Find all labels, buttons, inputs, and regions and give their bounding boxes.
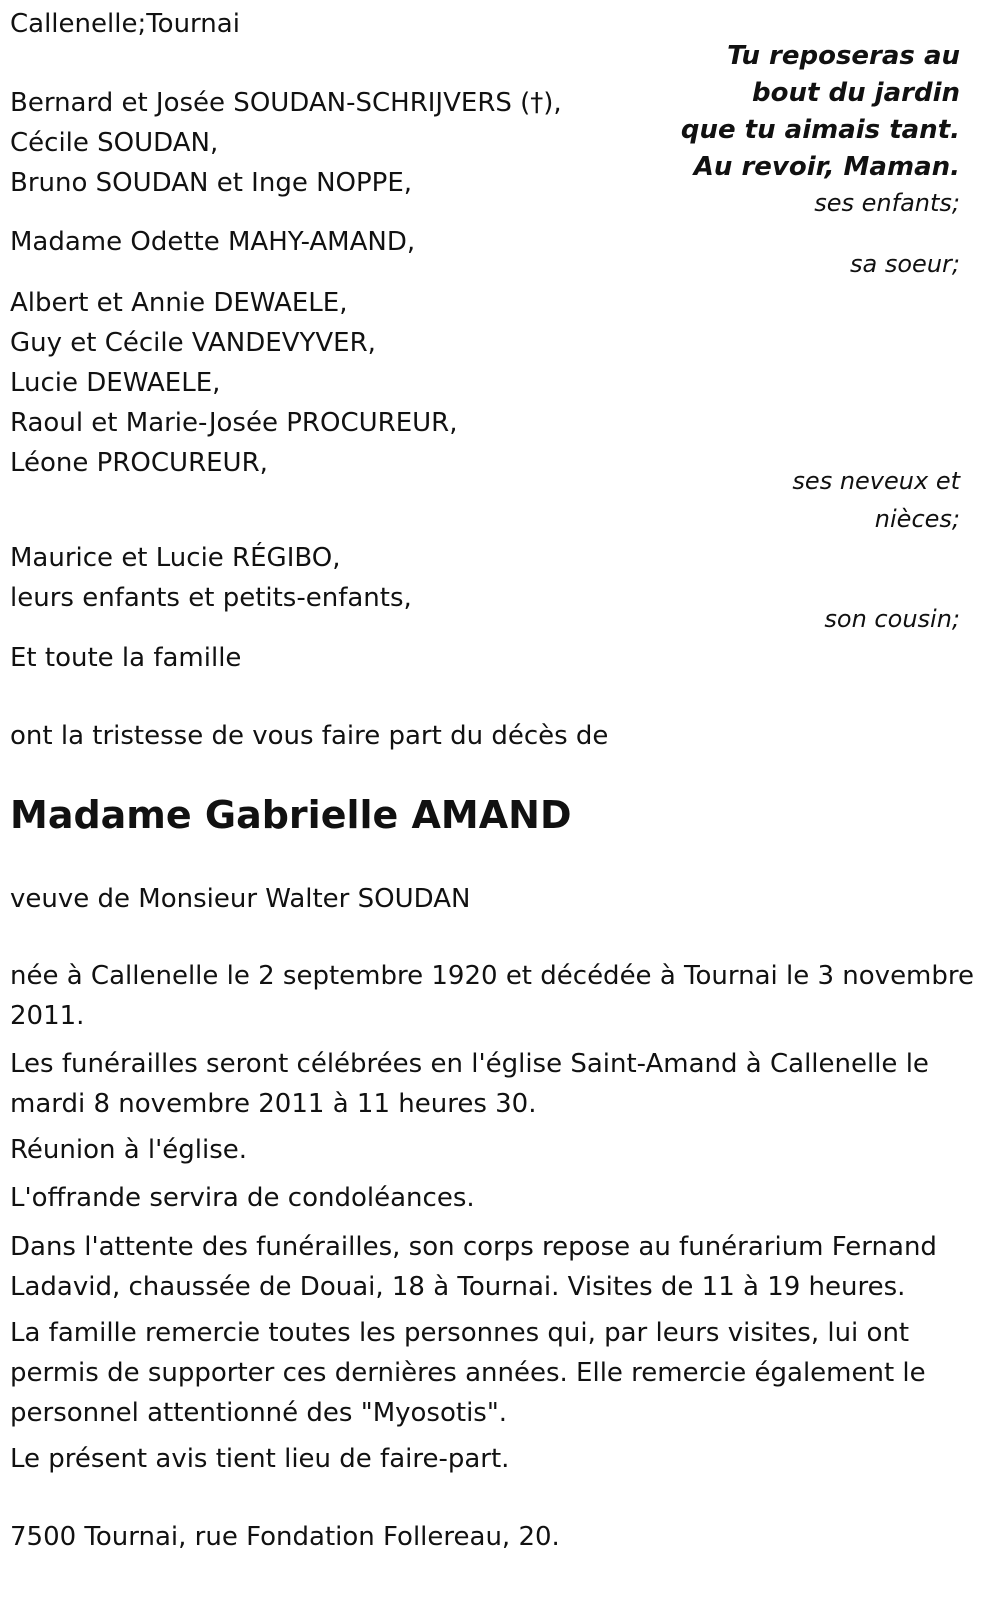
family-member: Léone PROCUREUR, [10, 448, 268, 478]
notice-text: Le présent avis tient lieu de faire-part. [10, 1444, 510, 1474]
epitaph-line: Au revoir, Maman. [693, 152, 960, 182]
funeral-details: Les funérailles seront célébrées en l'église Saint-Amand à Callenelle le mardi 8 novembre 2011 à 11 heures 30. [10, 1049, 929, 1119]
footer-address: 7500 Tournai, rue Fondation Follereau, 20. [10, 1522, 560, 1552]
meeting-place: Réunion à l'église. [10, 1135, 248, 1165]
nephews-names [10, 283, 457, 483]
epitaph-line: bout du jardin [752, 78, 960, 108]
whole-family: Et toute la famille [10, 643, 242, 673]
family-member: Madame Odette MAHY-AMAND, [10, 227, 416, 257]
relation-line: nièces; [874, 505, 960, 533]
family-thanks: La famille remercie toutes les personnes qui, par leurs visites, lui ont permis de supporter ces dernières années. Elle remercie également le personnel attentionné des "Myosotis". [10, 1318, 926, 1428]
epitaph-line: Tu reposeras au [727, 41, 960, 71]
cousin-relation: son cousin; [824, 605, 960, 633]
family-member: Maurice et Lucie RÉGIBO, [10, 543, 341, 573]
children-relation: ses enfants; [814, 189, 960, 217]
family-member: Bernard et Josée SOUDAN-SCHRIJVERS (†), [10, 88, 562, 118]
sister-relation: sa soeur; [850, 250, 960, 278]
family-member: Bruno SOUDAN et Inge NOPPE, [10, 168, 413, 198]
family-member: Albert et Annie DEWAELE, [10, 288, 348, 318]
children-names [10, 83, 562, 203]
announcement-intro: ont la tristesse de vous faire part du décès de [10, 721, 609, 751]
widow-of: veuve de Monsieur Walter SOUDAN [10, 884, 471, 914]
family-member: Guy et Cécile VANDEVYVER, [10, 328, 376, 358]
epitaph-line: que tu aimais tant. [680, 115, 960, 145]
offering-note: L'offrande servira de condoléances. [10, 1183, 475, 1213]
deceased-name: Madame Gabrielle AMAND [10, 793, 572, 837]
location-header: Callenelle;Tournai [10, 9, 240, 39]
nephews-relation [792, 462, 960, 538]
sister-names [10, 222, 415, 262]
relation-line: ses neveux et [792, 467, 960, 495]
cousin-names [10, 538, 412, 618]
rest-place: Dans l'attente des funérailles, son corps repose au funérarium Fernand Ladavid, chaussée de Douai, 18 à Tournai. Visites de 11 à 19 heures. [10, 1232, 937, 1302]
family-member: Cécile SOUDAN, [10, 128, 219, 158]
birth-death-dates: née à Callenelle le 2 septembre 1920 et décédée à Tournai le 3 novembre 2011. [10, 961, 975, 1031]
family-member: leurs enfants et petits-enfants, [10, 583, 412, 613]
epitaph [681, 38, 960, 186]
family-member: Lucie DEWAELE, [10, 368, 221, 398]
family-member: Raoul et Marie-Josée PROCUREUR, [10, 408, 458, 438]
